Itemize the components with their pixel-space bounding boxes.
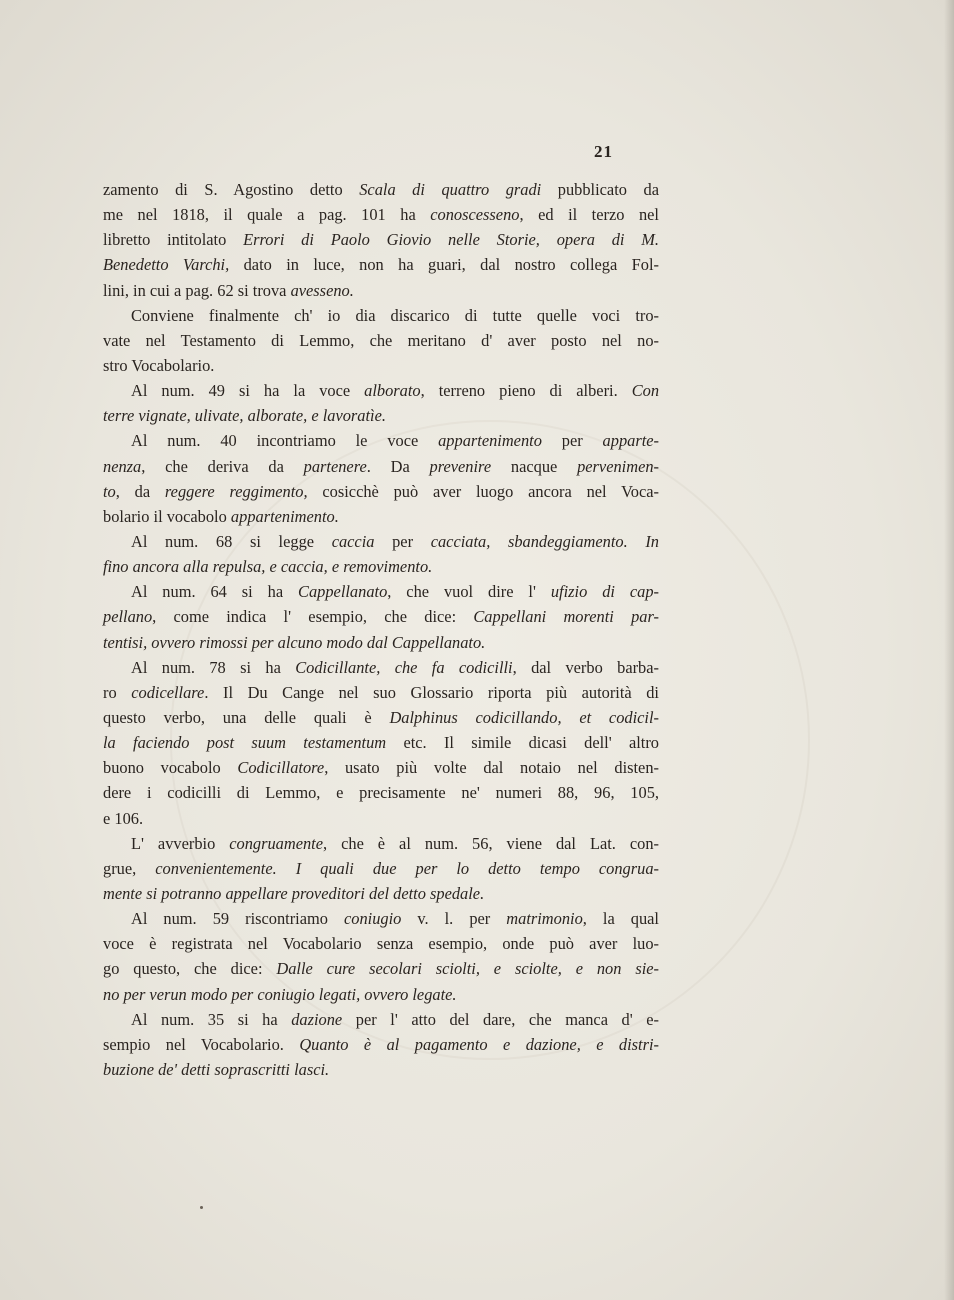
text-line: vate nel Testamento di Lemmo, che meritano d' aver posto nel no- xyxy=(103,330,659,350)
text-line: pellano, come indica l' esempio, che dice: Cappellani morenti par- xyxy=(103,607,659,627)
text-line: mente si potranno appellare proveditori del detto spedale. xyxy=(103,883,485,903)
text-line: L' avverbio congruamente, che è al num. 56, viene dal Lat. con- xyxy=(131,833,659,853)
text-line: Al num. 40 incontriamo le voce appartenimento per apparte- xyxy=(131,431,659,451)
ink-speck xyxy=(200,1206,203,1209)
text-line: fino ancora alla repulsa, e caccia, e removimento. xyxy=(103,557,433,577)
page-number: 21 xyxy=(594,142,613,161)
text-line: sempio nel Vocabolario. Quanto è al pagamento e dazione, e distri- xyxy=(103,1034,659,1054)
text-line: bolario il vocabolo appartenimento. xyxy=(103,506,339,526)
text-line: Al num. 64 si ha Cappellanato, che vuol dire l' ufizio di cap- xyxy=(131,582,660,602)
text-line: ro codicellare. Il Du Cange nel suo Glossario riporta più autorità di xyxy=(103,682,659,702)
text-line: Al num. 68 si legge caccia per cacciata, sbandeggiamento. In xyxy=(131,531,659,551)
text-line: nenza, che deriva da partenere. Da prevenire nacque pervenimen- xyxy=(103,456,659,476)
text-line: lini, in cui a pag. 62 si trova avesseno. xyxy=(103,280,354,300)
text-line: zamento di S. Agostino detto Scala di quattro gradi pubblicato da xyxy=(103,180,659,199)
text-line: Al num. 78 si ha Codicillante, che fa codicilli, dal verbo barba- xyxy=(131,657,659,677)
text-line: no per verun modo per coniugio legati, ovvero legate. xyxy=(103,984,457,1004)
text-line: buono vocabolo Codicillatore, usato più volte dal notaio nel disten- xyxy=(103,758,659,778)
text-line: la faciendo post suum testamentum etc. Il simile dicasi dell' altro xyxy=(103,733,659,753)
text-line: Conviene finalmente ch' io dia discarico di tutte quelle voci tro- xyxy=(131,305,659,325)
text-line: go questo, che dice: Dalle cure secolari sciolti, e sciolte, e non sie- xyxy=(103,959,659,979)
page-fold-shadow xyxy=(944,0,954,1300)
text-line: grue, convenientemente. I quali due per lo detto tempo congrua- xyxy=(103,858,659,878)
text-line: voce è registrata nel Vocabolario senza esempio, onde può aver luo- xyxy=(103,934,659,954)
text-line: Al num. 49 si ha la voce alborato, terreno pieno di alberi. Con xyxy=(131,381,660,401)
text-line: e 106. xyxy=(103,808,144,828)
text-line: Benedetto Varchi, dato in luce, non ha guari, dal nostro collega Fol- xyxy=(103,255,659,275)
text-line: tentisi, ovvero rimossi per alcuno modo dal Cappellanato. xyxy=(103,632,486,652)
text-line: terre vignate, ulivate, alborate, e lavoratìe. xyxy=(103,406,386,426)
text-line: to, da reggere reggimento, cosicchè può aver luogo ancora nel Voca- xyxy=(103,481,660,501)
text-line: me nel 1818, il quale a pag. 101 ha conoscesseno, ed il terzo nel xyxy=(103,205,659,225)
text-line: Al num. 59 riscontriamo coniugio v. l. per matrimonio, la qual xyxy=(131,909,659,929)
text-line: dere i codicilli di Lemmo, e precisamente ne' numeri 88, 96, 105, xyxy=(103,783,659,803)
text-line: stro Vocabolario. xyxy=(103,355,215,375)
text-line: buzione de' detti soprascritti lasci. xyxy=(103,1059,330,1079)
text-line: libretto intitolato Errori di Paolo Giovio nelle Storie, opera di M. xyxy=(103,230,659,250)
text-line: Al num. 35 si ha dazione per l' atto del dare, che manca d' e- xyxy=(131,1009,659,1029)
text-line: questo verbo, una delle quali è Dalphinus codicillando, et codicil- xyxy=(103,707,659,727)
body-text xyxy=(103,177,659,1082)
